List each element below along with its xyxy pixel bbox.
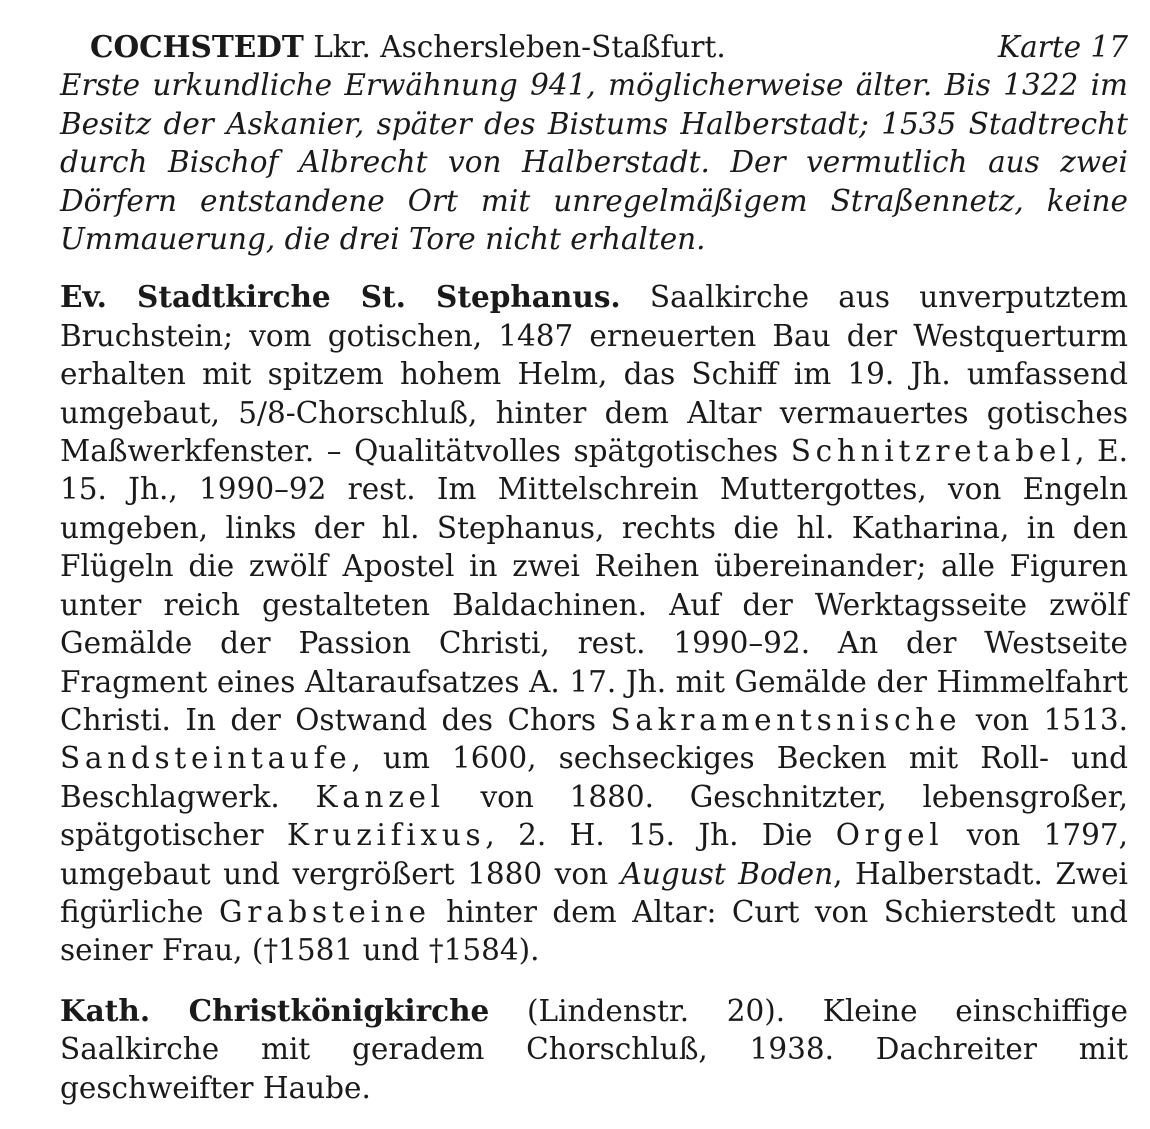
spaced-term-sakramentsnische: Sakramentsnische xyxy=(610,702,962,737)
spaced-term-orgel: Orgel xyxy=(835,818,944,853)
text-run: Saalkirche aus unverputztem Bruchstein; vom gotischen, 1487 erneuerten Bau der Westquerturm erhalten mit spitzem hohem Helm, das Schiff im 19. Jh. umfassend umgebaut, 5/8-Chorschluß, hinter dem Altar vermauertes gotisches Maßwerkfenster. – Qualitätvolles spätgotisches xyxy=(60,280,1128,469)
organ-builder-name: August Boden xyxy=(620,856,834,891)
text-run: von 1513. xyxy=(961,702,1128,737)
spaced-term-kanzel: Kanzel xyxy=(315,779,445,814)
place-name: COCHSTEDT xyxy=(90,29,304,64)
christkoenig-church-title: Kath. Christkönigkirche xyxy=(60,992,490,1028)
spaced-term-taufe: Sandsteintaufe xyxy=(60,741,352,776)
document-page xyxy=(60,28,1128,1107)
stephanus-church-entry xyxy=(60,278,1128,969)
history-paragraph: Erste urkundliche Erwähnung 941, möglicherweise älter. Bis 1322 im Besitz der Askanier, später des Bistums Halberstadt; 1535 Stadtrecht durch Bischof Albrecht von Halberstadt. Der vermutlich aus zwei Dörfern entstandene Ort mit unregelmäßigem Straßennetz, keine Ummauerung, die drei Tore nicht erhalten. xyxy=(60,68,1128,257)
map-reference: Karte 17 xyxy=(998,30,1128,64)
district-name: Lkr. Aschersleben-Staßfurt. xyxy=(313,30,726,64)
text-run: , Halberstadt. Zwei figürliche xyxy=(60,856,1128,929)
text-run: , E. 15. Jh., 1990–92 rest. Im Mittelschrein Muttergottes, von Engeln umgeben, links der hl. Stephanus, rechts die hl. Katharina, in den Flügeln die zwölf Apostel in zwei Reihen übereinander; alle Figuren unter reich gestalteten Baldachinen. Auf der Werktagsseite zwölf Gemälde der Passion Christi, rest. 1990–92. An der Westseite Fragment eines Altaraufsatzes A. 17. Jh. mit Gemälde der Himmelfahrt Christi. In der Ostwand des Chors xyxy=(60,434,1129,737)
christkoenig-church-entry xyxy=(60,992,1128,1107)
stephanus-church-title: Ev. Stadtkirche St. Stephanus. xyxy=(60,279,621,315)
spaced-term-grabsteine: Grabsteine xyxy=(218,894,431,929)
text-run: hinter dem Altar: Curt von Schierstedt und seiner Frau, (†1581 und †1584). xyxy=(60,894,1128,968)
text-run: von 1880. Geschnitzter, lebensgroßer, spätgotischer xyxy=(60,779,1128,853)
text-run: (Lindenstr. 20). Kleine einschiffige Saalkirche mit geradem Chorschluß, 1938. Dachreiter mit geschweifter Haube. xyxy=(60,993,1128,1105)
text-run: , 2. H. 15. Jh. Die xyxy=(485,818,836,853)
text-run: von 1797, umgebaut und vergrößert 1880 von xyxy=(60,818,1128,891)
place-heading xyxy=(90,28,726,66)
entry-header xyxy=(90,28,1128,66)
text-run: , um 1600, sechseckiges Becken mit Roll- und Beschlagwerk. xyxy=(60,741,1128,814)
spaced-term-retabel: Schnitzretabel xyxy=(790,434,1076,469)
spaced-term-kruzifixus: Kruzifixus xyxy=(286,818,486,853)
